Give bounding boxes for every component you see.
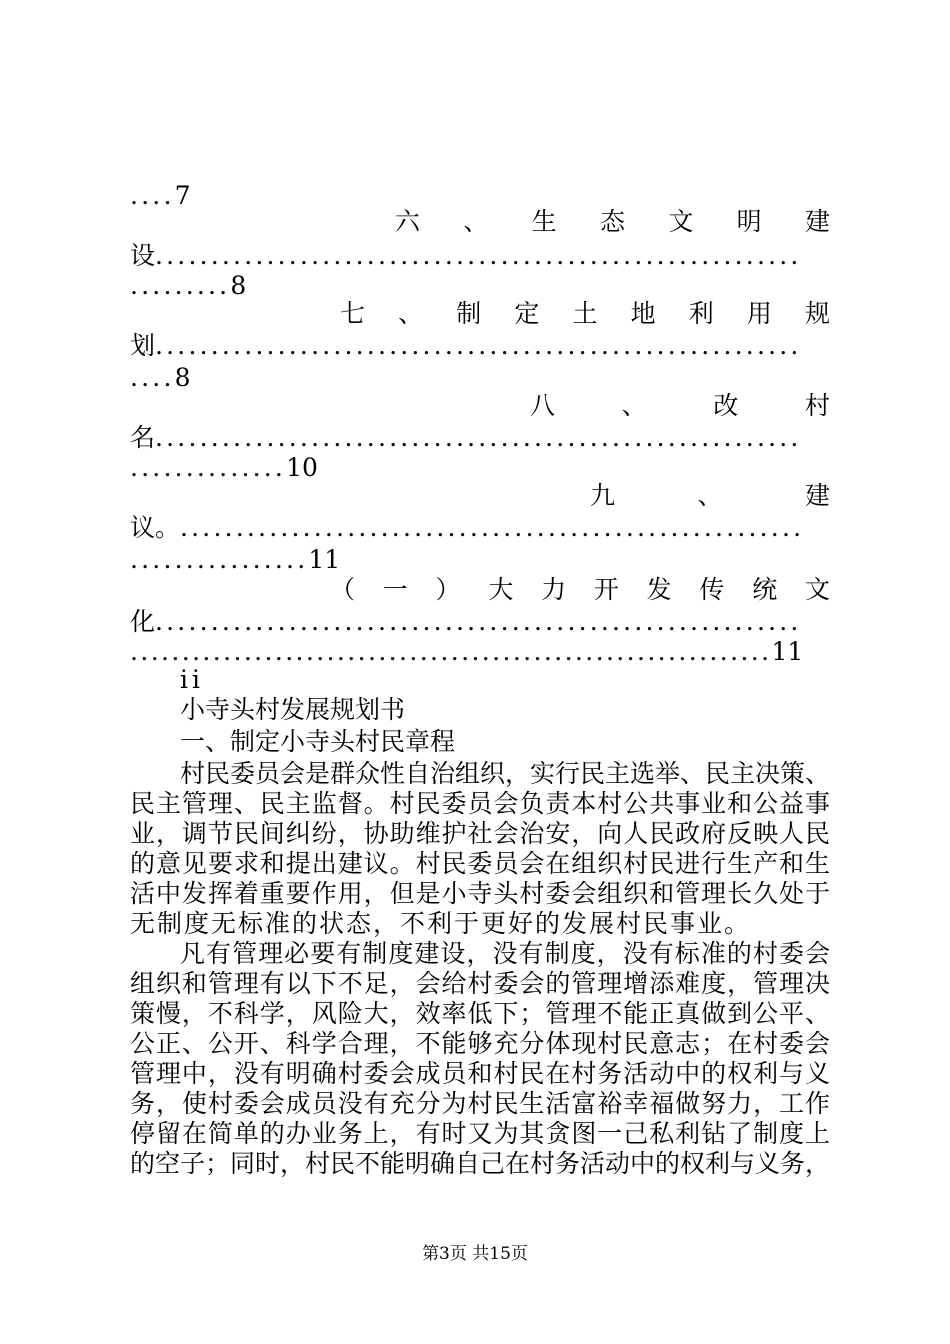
page-roman-numeral: ii xyxy=(180,665,204,694)
toc-entry-8-title[interactable]: 八、改村 xyxy=(530,391,830,420)
toc-dots: .......................................................... xyxy=(155,423,802,452)
paragraph-line: 组织和管理有以下不足，会给村委会的管理增添难度，管理决 xyxy=(130,969,830,998)
toc-dots: .... xyxy=(130,363,175,392)
toc-cont-text: 化 xyxy=(130,607,156,636)
paragraph-line: 务，使村委会成员没有充分为村民生活富裕幸福做努力，工作 xyxy=(130,1089,830,1118)
toc-dots: .... xyxy=(130,181,175,210)
toc-cont-text: 名 xyxy=(130,423,156,452)
toc-entry-8-cont xyxy=(130,422,830,454)
toc-page-number: 8 xyxy=(174,363,191,392)
toc-cont-text: 设 xyxy=(130,241,156,270)
toc-dots: .......................................................... xyxy=(155,331,802,360)
toc-page-number: 11 xyxy=(308,545,341,574)
paragraph-line: 的意见要求和提出建议。村民委员会在组织村民进行生产和生 xyxy=(130,849,830,878)
toc-entry-9-title[interactable]: 九、建 xyxy=(590,481,830,510)
toc-dots: .......................................................... xyxy=(155,607,802,636)
paragraph-line: 公正、公开、科学合理，不能够充分体现村民意志；在村委会 xyxy=(130,1029,830,1058)
paragraph-line: 活中发挥着重要作用，但是小寺头村委会组织和管理长久处于 xyxy=(130,879,830,908)
toc-entry-9-page xyxy=(130,544,830,576)
section-heading: 一、制定小寺头村民章程 xyxy=(180,727,456,756)
toc-cont-text: 划 xyxy=(130,331,156,360)
toc-page-number: 11 xyxy=(771,637,804,666)
toc-dots: .............................................................. xyxy=(130,637,772,666)
paragraph-line: 策慢，不科学，风险大，效率低下；管理不能正真做到公平、 xyxy=(130,999,830,1028)
toc-cont-text: 议。 xyxy=(130,513,181,542)
paragraph-line: 的空子；同时，村民不能明确自己在村务活动中的权利与义务， xyxy=(130,1149,831,1178)
toc-entry-9-cont xyxy=(130,512,830,544)
toc-dots: ........................................................ xyxy=(180,513,805,542)
toc-dots: .......................................................... xyxy=(155,241,802,270)
paragraph-line: 民主管理、民主监督。村民委员会负责本村公共事业和公益事 xyxy=(130,789,830,818)
toc-page-number: 10 xyxy=(286,453,318,482)
paragraph-line: 业，调节民间纠纷，协助维护社会治安，向人民政府反映人民 xyxy=(130,819,830,848)
toc-entry-9-1-cont xyxy=(130,606,830,638)
toc-page-number: 7 xyxy=(174,181,191,210)
paragraph-line: 凡有管理必要有制度建设，没有制度，没有标准的村委会 xyxy=(180,939,830,968)
paragraph-line: 村民委员会是群众性自治组织，实行民主选举、民主决策、 xyxy=(180,759,831,788)
page-footer: 第3页 共15页 xyxy=(422,1244,528,1264)
toc-entry-6-cont xyxy=(130,240,830,272)
toc-entry-9-1-title[interactable]: （一）大力开发传统文 xyxy=(330,575,830,604)
paragraph-line: 无制度无标准的状态，不利于更好的发展村民事业。 xyxy=(130,909,752,938)
toc-entry-7-title[interactable]: 七、制定土地利用规 xyxy=(340,299,830,328)
toc-entry-6-title[interactable]: 六、生态文明建 xyxy=(395,207,830,236)
document-title: 小寺头村发展规划书 xyxy=(180,695,406,724)
toc-entry-7-cont xyxy=(130,330,830,362)
paragraph-line: 停留在简单的办业务上，有时又为其贪图一己私利钻了制度上 xyxy=(130,1119,830,1148)
toc-dots: ................ xyxy=(130,545,309,574)
toc-dots: ......... xyxy=(130,271,231,300)
toc-dots: .............. xyxy=(130,453,287,482)
toc-page-number: 8 xyxy=(230,271,247,300)
paragraph-line: 管理中，没有明确村委会成员和村民在村务活动中的权利与义 xyxy=(130,1059,830,1088)
